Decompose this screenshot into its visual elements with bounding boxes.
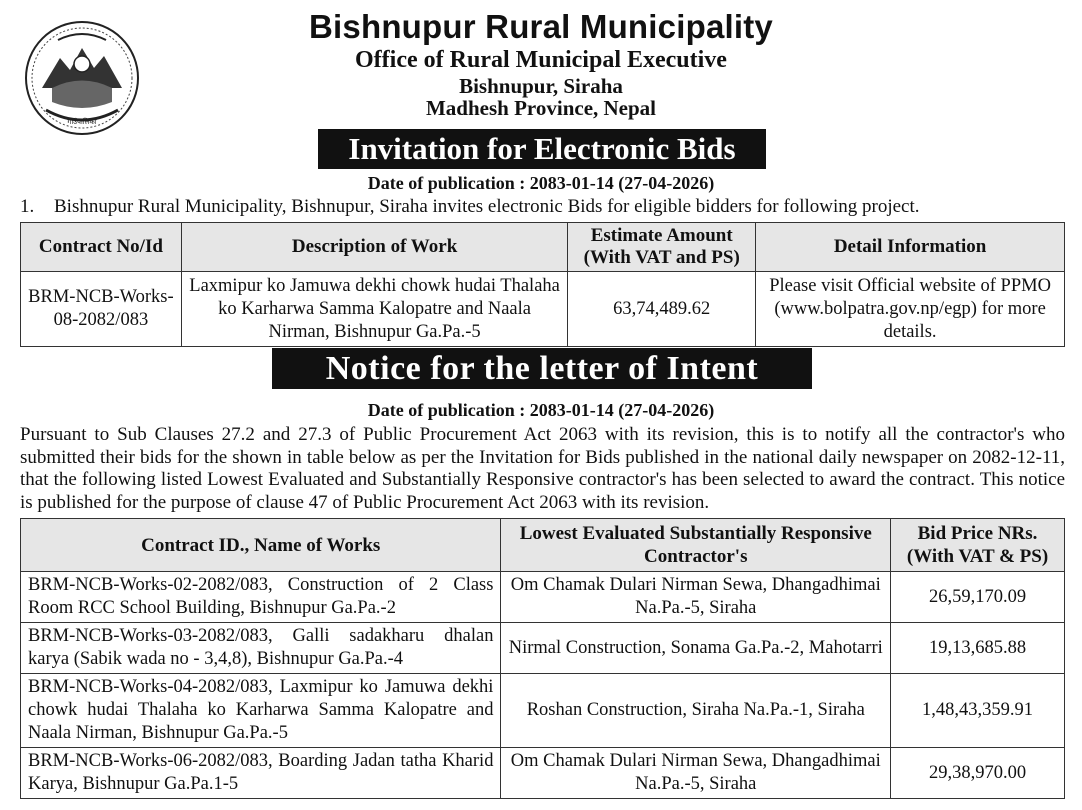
column-header: Estimate Amount (With VAT and PS) bbox=[568, 223, 756, 272]
contractor-cell: Nirmal Construction, Sonama Ga.Pa.-2, Mahotarri bbox=[501, 623, 891, 674]
invitation-intro bbox=[20, 196, 1070, 218]
column-header: Contract ID., Name of Works bbox=[21, 519, 501, 572]
amount-cell: 63,74,489.62 bbox=[568, 272, 756, 347]
column-header: Contract No/Id bbox=[21, 223, 182, 272]
column-header: Lowest Evaluated Substantially Responsive Contractor's bbox=[501, 519, 891, 572]
item-number: 1. bbox=[20, 196, 35, 217]
address-line-1: Bishnupur, Siraha bbox=[459, 74, 623, 98]
address-line-2: Madhesh Province, Nepal bbox=[425, 96, 657, 120]
price-cell: 29,38,970.00 bbox=[891, 748, 1065, 799]
price-cell: 19,13,685.88 bbox=[891, 623, 1065, 674]
nepal-government-emblem-icon bbox=[22, 18, 142, 138]
price-cell: 26,59,170.09 bbox=[891, 572, 1065, 623]
table-row bbox=[21, 572, 1065, 623]
publication-date-2: Date of publication : 2083-01-14 (27-04-2026) bbox=[367, 400, 715, 420]
description-cell: Laxmipur ko Jamuwa dekhi chowk hudai Thalaha ko Karharwa Samma Kalopatre and Naala Nirman, Bishnupur Ga.Pa.-5 bbox=[181, 272, 567, 347]
column-header: Detail Information bbox=[756, 223, 1065, 272]
letter-of-intent-table bbox=[20, 518, 1065, 799]
work-cell: BRM-NCB-Works-06-2082/083, Boarding Jadan tatha Kharid Karya, Bishnupur Ga.Pa.1-5 bbox=[21, 748, 501, 799]
table-header-row bbox=[21, 519, 1065, 572]
table-row bbox=[21, 674, 1065, 748]
letter-of-intent-banner: Notice for the letter of Intent bbox=[272, 348, 812, 389]
notice-paragraph: Pursuant to Sub Clauses 27.2 and 27.3 of Public Procurement Act 2063 with its revision, this is to notify all the contractor's who submitted their bids for the shown in table below as per the Invitation for Bids published in the national daily newspaper on 2082-12-11, that the following listed Lowest Evaluated and Substantially Responsive contractor's has been selected to award the contract. This notice is published for the purpose of clause 47 of Public Procurement Act 2063 with its revision. bbox=[20, 424, 1065, 513]
column-header: Bid Price NRs. (With VAT & PS) bbox=[891, 519, 1065, 572]
contractor-cell: Roshan Construction, Siraha Na.Pa.-1, Siraha bbox=[501, 674, 891, 748]
detail-cell: Please visit Official website of PPMO (www.bolpatra.gov.np/egp) for more details. bbox=[756, 272, 1065, 347]
intro-text: Bishnupur Rural Municipality, Bishnupur, Siraha invites electronic Bids for eligible bidders for following project. bbox=[54, 196, 920, 217]
table-header-row bbox=[21, 223, 1065, 272]
invitation-banner: Invitation for Electronic Bids bbox=[318, 129, 766, 169]
column-header: Description of Work bbox=[181, 223, 567, 272]
bids-table bbox=[20, 222, 1065, 347]
work-cell: BRM-NCB-Works-02-2082/083, Construction of 2 Class Room RCC School Building, Bishnupur Ga.Pa.-2 bbox=[21, 572, 501, 623]
office-name: Office of Rural Municipal Executive bbox=[355, 47, 727, 73]
contractor-cell: Om Chamak Dulari Nirman Sewa, Dhangadhimai Na.Pa.-5, Siraha bbox=[501, 748, 891, 799]
svg-text:गाउँपालिका: गाउँपालिका bbox=[67, 118, 97, 126]
table-row bbox=[21, 623, 1065, 674]
table-row bbox=[21, 272, 1065, 347]
contractor-cell: Om Chamak Dulari Nirman Sewa, Dhangadhimai Na.Pa.-5, Siraha bbox=[501, 572, 891, 623]
municipality-title: Bishnupur Rural Municipality bbox=[309, 8, 773, 45]
work-cell: BRM-NCB-Works-04-2082/083, Laxmipur ko Jamuwa dekhi chowk hudai Thalaha ko Karharwa Samma Kalopatre and Naala Nirman, Bishnupur Ga.Pa.-5 bbox=[21, 674, 501, 748]
price-cell: 1,48,43,359.91 bbox=[891, 674, 1065, 748]
contract-id-cell: BRM-NCB-Works-08-2082/083 bbox=[21, 272, 182, 347]
work-cell: BRM-NCB-Works-03-2082/083, Galli sadakharu dhalan karya (Sabik wada no - 3,4,8), Bishnupur Ga.Pa.-4 bbox=[21, 623, 501, 674]
table-row bbox=[21, 748, 1065, 799]
publication-date-1: Date of publication : 2083-01-14 (27-04-2026) bbox=[367, 173, 715, 193]
